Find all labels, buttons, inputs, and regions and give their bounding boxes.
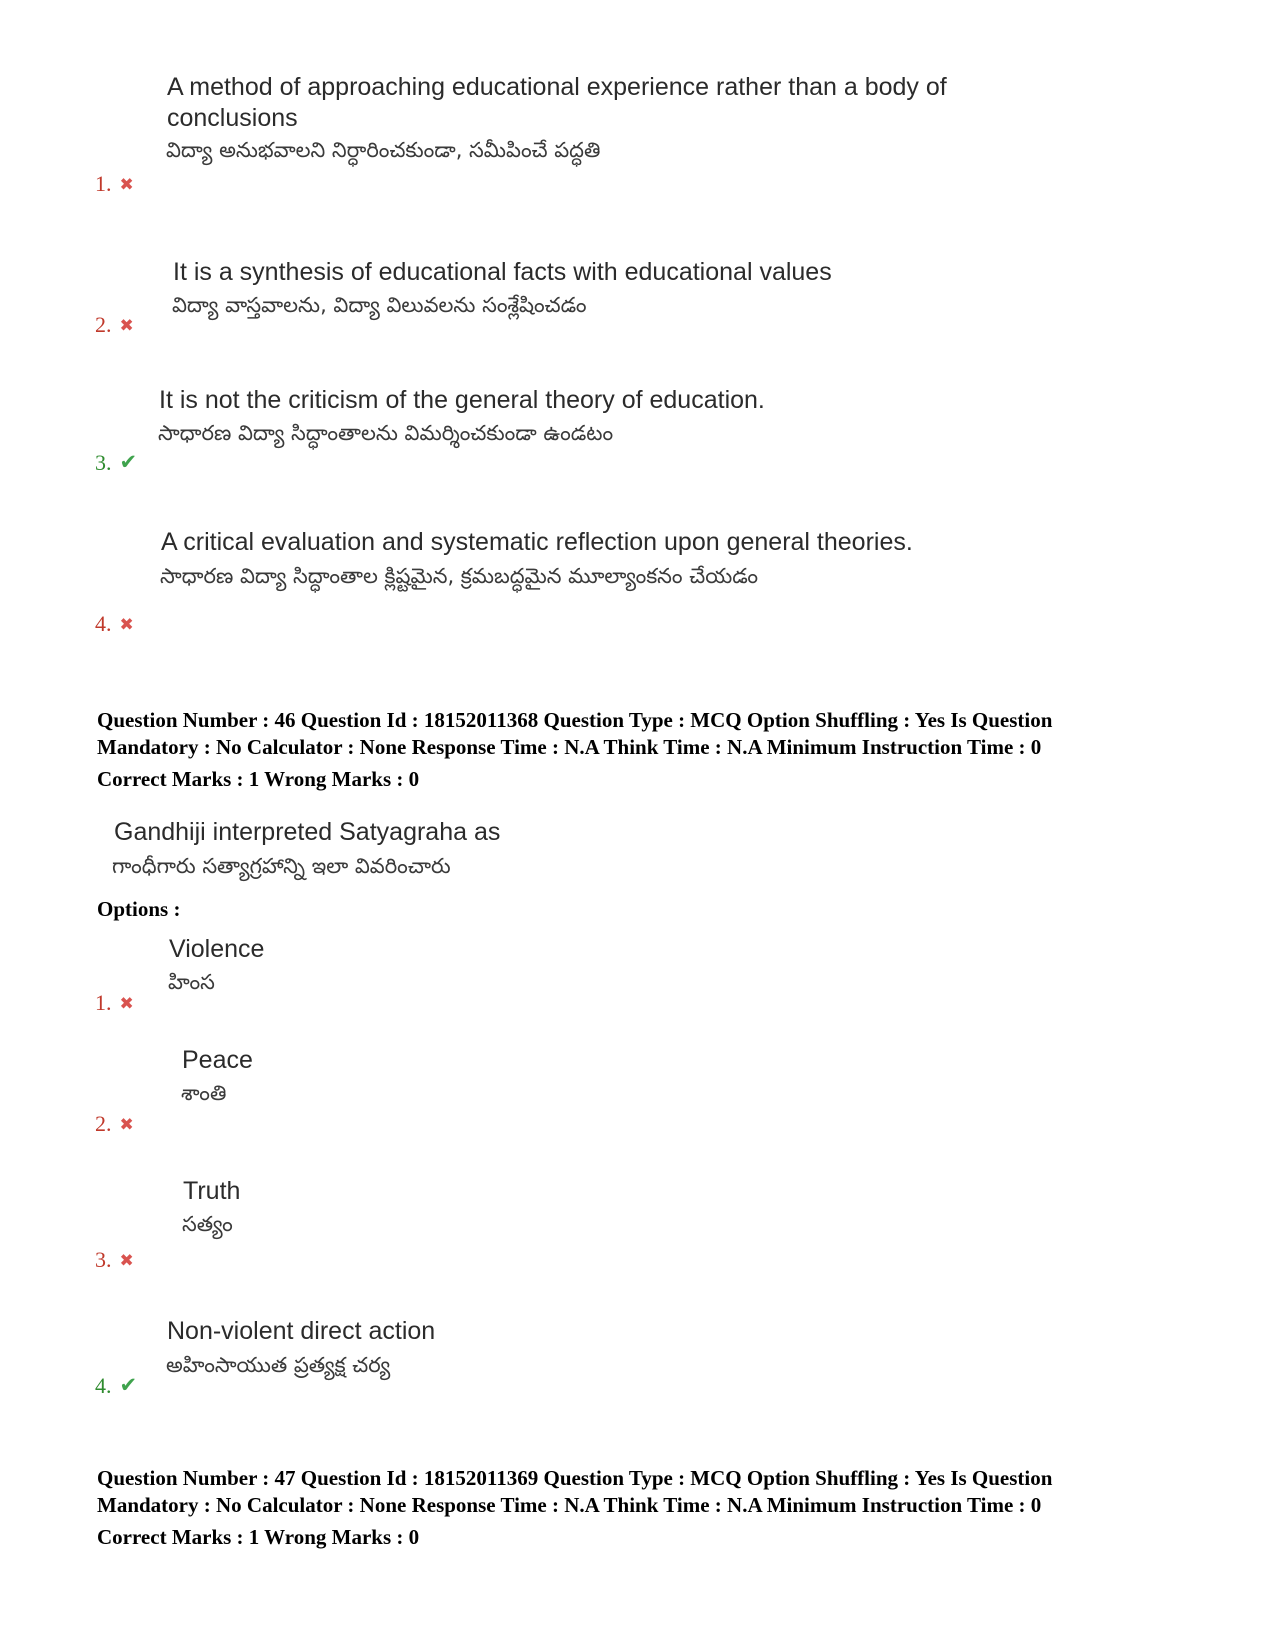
question-meta-line: Question Number : 46 Question Id : 18152011368 Question Type : MCQ Option Shuffling : Yes Is Question (97, 708, 1053, 732)
option-number (95, 172, 134, 197)
option-text-te: హింస (168, 970, 215, 994)
option-number-label: 2. (95, 312, 112, 337)
options-label: Options : (97, 897, 181, 921)
option-text-en: A critical evaluation and systematic reflection upon general theories. (161, 528, 913, 556)
question-text-te: గాంధీగారు సత్యాగ్రహాన్ని ఇలా వివరించారు (112, 854, 451, 878)
option-text-te: విద్యా వాస్తవాలను, విద్యా విలువలను సంశ్లేషించడం (172, 293, 587, 317)
check-icon: ✔ (119, 450, 138, 474)
question-meta (97, 707, 1197, 793)
option-number (95, 1373, 137, 1398)
option-number (95, 313, 134, 338)
option-number-label: 3. (95, 1247, 112, 1272)
question-text-en: Gandhiji interpreted Satyagraha as (114, 818, 501, 846)
question-meta-line: Mandatory : No Calculator : None Response Time : N.A Think Time : N.A Minimum Instruction Time : 0 (97, 1493, 1042, 1517)
option-text-en: Violence (169, 935, 265, 963)
question-marks: Correct Marks : 1 Wrong Marks : 0 (97, 1525, 420, 1549)
question-marks: Correct Marks : 1 Wrong Marks : 0 (97, 767, 420, 791)
question-meta-line: Question Number : 47 Question Id : 18152011369 Question Type : MCQ Option Shuffling : Yes Is Question (97, 1466, 1053, 1490)
option-text-en (167, 72, 947, 134)
option-text-en: Truth (183, 1177, 241, 1205)
option-number-label: 1. (95, 990, 112, 1015)
question-meta (97, 1465, 1197, 1551)
cross-icon: ✖ (119, 175, 134, 195)
option-number (95, 450, 137, 475)
option-number (95, 1112, 134, 1137)
cross-icon: ✖ (119, 1115, 134, 1135)
option-text-en: Peace (182, 1046, 253, 1074)
option-text-te: అహింసాయుత ప్రత్యక్ష చర్య (166, 1353, 391, 1377)
option-number-label: 4. (95, 1373, 112, 1398)
option-text-te: సాధారణ విద్యా సిద్ధాంతాల క్లిష్టమైన, క్రమబద్ధమైన మూల్యాంకనం చేయడం (160, 564, 759, 588)
cross-icon: ✖ (119, 615, 134, 635)
option-number (95, 991, 134, 1016)
option-number-label: 3. (95, 450, 112, 475)
option-text-line: conclusions (167, 104, 298, 132)
check-icon: ✔ (119, 1373, 138, 1397)
option-text-te: విద్యా అనుభవాలని నిర్ధారించకుండా, సమీపించే పద్ధతి (166, 138, 601, 162)
option-number (95, 1248, 134, 1273)
option-number-label: 4. (95, 611, 112, 636)
option-text-en: It is not the criticism of the general theory of education. (159, 386, 765, 414)
option-number (95, 612, 134, 637)
option-text-te: శాంతి (181, 1081, 227, 1105)
option-text-en: It is a synthesis of educational facts with educational values (173, 258, 832, 286)
option-text-en: Non-violent direct action (167, 1317, 436, 1345)
question-meta-line: Mandatory : No Calculator : None Response Time : N.A Think Time : N.A Minimum Instruction Time : 0 (97, 735, 1042, 759)
cross-icon: ✖ (119, 994, 134, 1014)
option-number-label: 1. (95, 171, 112, 196)
option-text-te: సాధారణ విద్యా సిద్ధాంతాలను విమర్శించకుండా ఉండటం (158, 421, 614, 445)
option-text-te: సత్యం (182, 1212, 233, 1236)
option-text-line: A method of approaching educational experience rather than a body of (167, 73, 947, 101)
cross-icon: ✖ (119, 1251, 134, 1271)
cross-icon: ✖ (119, 316, 134, 336)
option-number-label: 2. (95, 1111, 112, 1136)
